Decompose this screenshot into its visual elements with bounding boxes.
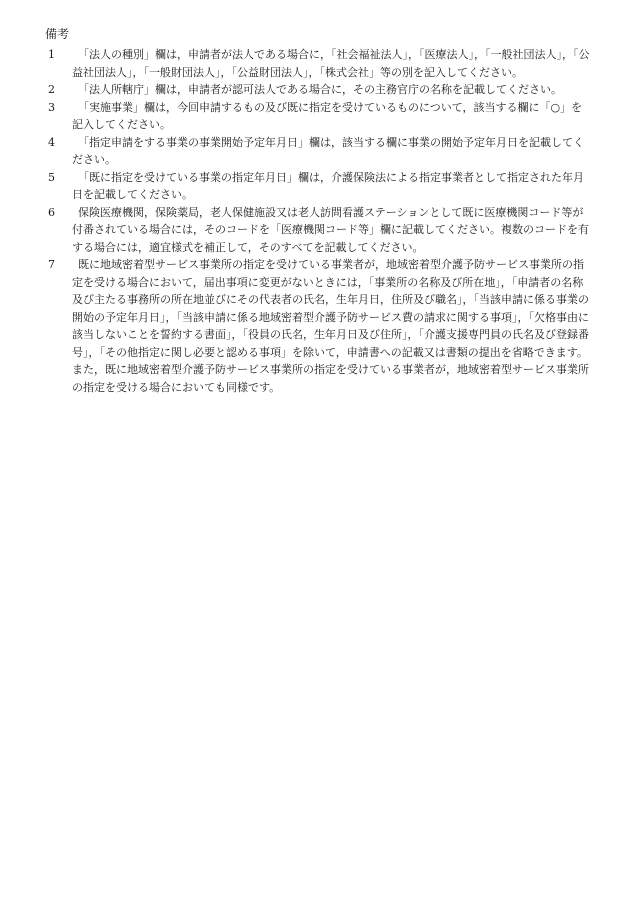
remarks-heading: 備考 bbox=[45, 27, 70, 41]
remark-number: 3 bbox=[48, 100, 55, 114]
remark-text: 既に地域密着型サービス事業所の指定を受けている事業者が，地域密着型介護予防サービス事業所の指定を受ける場合において，届出事項に変更がないときには，「事業所の名称及び所在地」，「申請者の名称及び主たる事務所の所在地並びにその代表者の氏名，生年月日，住所及び職名」，「当該申請に係る事業の開始の予定年月日」，「当該申請に係る地域密着型介護予防サービス費の請求に関する事項」，「欠格事由に該当しないことを誓約する書面」，「役員の氏名，生年月日及び住所」，「介護支援専門員の氏名及び登録番号」，「その他指定に関し必要と認める事項」を除いて，申請書への記載又は書類の提出を省略できます。また，既に地域密着型介護予防サービス事業所の指定を受けている事業者が，地域密着型サービス事業所の指定を受ける場合においても同様です。 bbox=[72, 258, 589, 394]
remark-text: 「指定申請をする事業の事業開始予定年月日」欄は，該当する欄に事業の開始予定年月日を記載してください。 bbox=[72, 135, 584, 166]
remark-number: 6 bbox=[48, 205, 55, 219]
remark-number: 5 bbox=[48, 170, 55, 184]
remark-item-1 bbox=[48, 46, 590, 81]
remark-number: 2 bbox=[48, 83, 55, 96]
remark-number: 1 bbox=[48, 48, 55, 61]
remark-text: 「実施事業」欄は，今回申請するもの及び既に指定を受けているものについて，該当する欄に「○」を記入してください。 bbox=[72, 100, 583, 131]
remark-text: 「法人の種別」欄は，申請者が法人である場合に，「社会福祉法人」，「医療法人」，「一般社団法人」，「公益社団法人」，「一般財団法人」，「公益財団法人」，「株式会社」等の別を記入してください。 bbox=[72, 48, 590, 79]
remark-number: 7 bbox=[48, 258, 55, 271]
remark-text: 保険医療機関，保険薬局，老人保健施設又は老人訪問看護ステーションとして既に医療機関コード等が付番されている場合には，そのコードを「医療機関コード等」欄に記載してください。複数のコードを有する場合には，適宜様式を補正して，そのすべてを記載してください。 bbox=[72, 205, 589, 254]
remark-item-5 bbox=[48, 169, 590, 204]
remark-item-2 bbox=[48, 81, 590, 99]
remark-item-6 bbox=[48, 204, 590, 257]
remarks-list bbox=[48, 46, 590, 396]
remark-number: 4 bbox=[48, 135, 55, 149]
remark-text: 「既に指定を受けている事業の指定年月日」欄は，介護保険法による指定事業者として指定された年月日を記載してください。 bbox=[72, 170, 584, 201]
remark-item-3 bbox=[48, 99, 590, 134]
remark-text: 「法人所轄庁」欄は，申請者が認可法人である場合に，その主務官庁の名称を記載してください。 bbox=[78, 83, 562, 96]
remark-item-4 bbox=[48, 134, 590, 169]
remark-item-7 bbox=[48, 256, 590, 396]
